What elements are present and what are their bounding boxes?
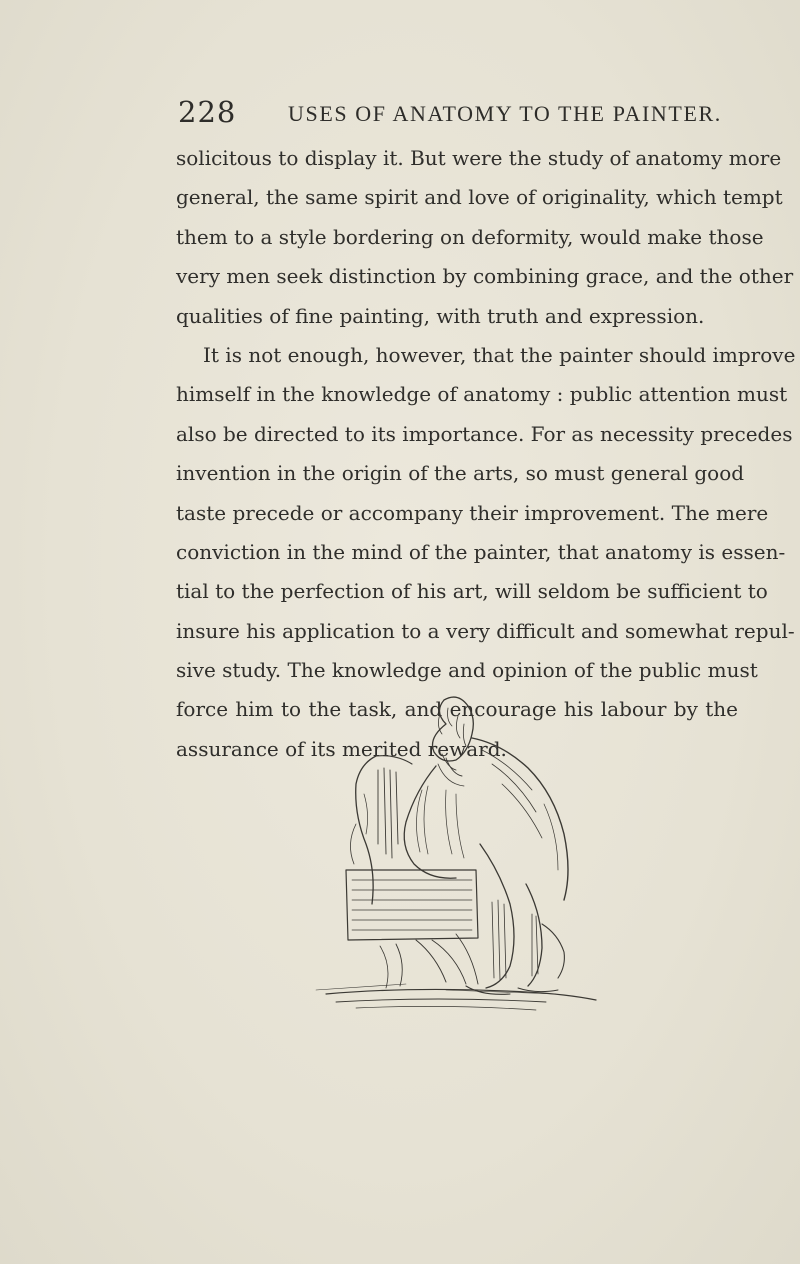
text-line: force him to the task, and encourage his labour by the <box>176 697 738 722</box>
ground-hatching <box>326 989 596 1000</box>
running-title: USES OF ANATOMY TO THE PAINTER. <box>288 101 722 126</box>
text-line: sive study. The knowledge and opinion of the public must <box>176 658 758 683</box>
drapery <box>356 756 376 904</box>
figure-arm <box>404 766 456 878</box>
text-line: himself in the knowledge of anatomy : public attention must <box>176 382 788 407</box>
body-text <box>176 139 796 769</box>
page-header <box>178 95 738 135</box>
text-line: insure his application to a very difficult and somewhat repul- <box>176 618 795 643</box>
text-line: It is not enough, however, that the painter should improve <box>203 342 796 367</box>
text-line: qualities of fine painting, with truth and expression. <box>176 303 705 328</box>
text-line: taste precede or accompany their improvement. The mere <box>176 500 769 525</box>
text-line: general, the same spirit and love of originality, which tempt <box>176 185 783 210</box>
text-line: invention in the origin of the arts, so must general good <box>176 461 745 486</box>
page-number: 228 <box>178 95 237 129</box>
figure-head <box>433 697 474 761</box>
stone-seat <box>346 870 478 940</box>
figure-back <box>472 738 568 900</box>
text-line: conviction in the mind of the painter, that anatomy is essen- <box>176 539 786 564</box>
engraving-illustration <box>296 694 626 1029</box>
text-line: assurance of its merited reward. <box>176 736 507 761</box>
text-line: solicitous to display it. But were the study of anatomy more <box>176 146 782 170</box>
text-line: very men seek distinction by combining grace, and the other <box>176 264 794 289</box>
text-line: also be directed to its importance. For as necessity precedes <box>176 421 793 446</box>
figure-legs <box>480 844 514 988</box>
text-line: them to a style bordering on deformity, would make those <box>176 224 764 249</box>
text-line: tial to the perfection of his art, will seldom be sufficient to <box>176 579 768 604</box>
